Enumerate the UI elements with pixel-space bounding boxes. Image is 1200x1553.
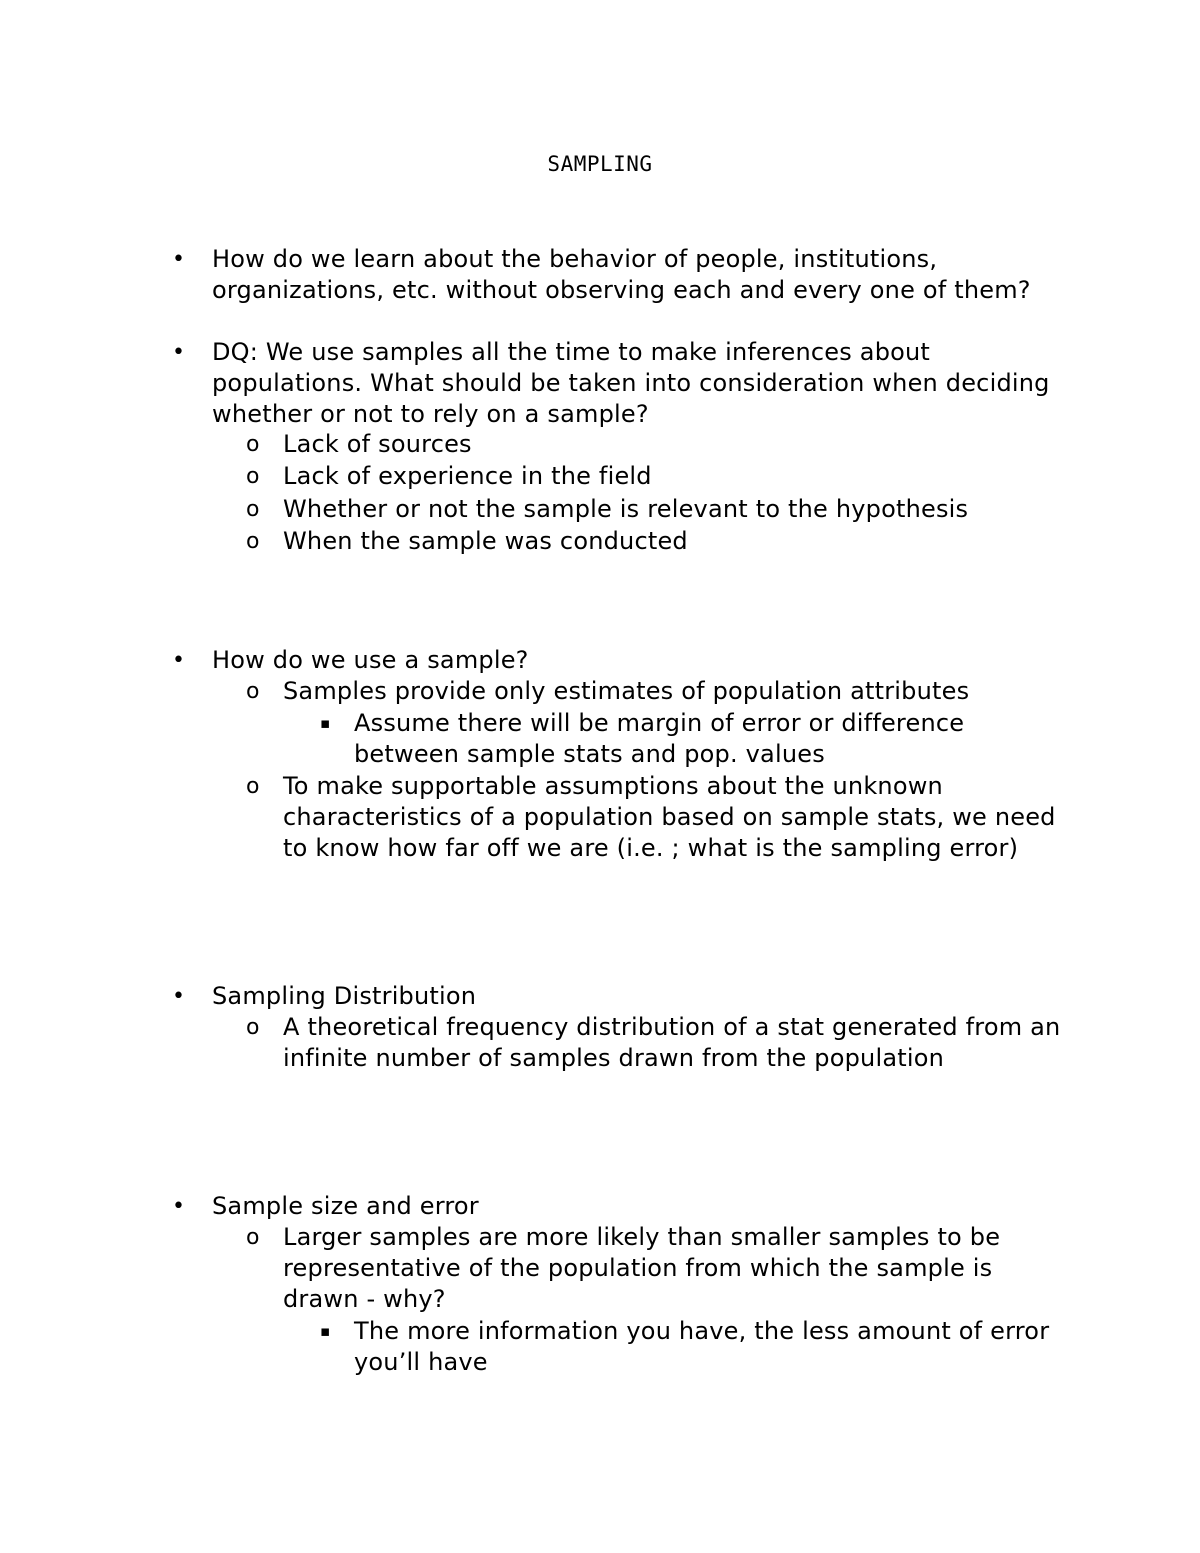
bullet-icon: • — [172, 340, 186, 365]
circle-bullet-icon: o — [246, 1225, 260, 1250]
circle-bullet-icon: o — [246, 774, 260, 799]
sub-list-item — [246, 1012, 1073, 1074]
circle-bullet-icon: o — [246, 497, 260, 522]
sub-list-item — [246, 676, 1073, 707]
circle-bullet-icon: o — [246, 1015, 260, 1040]
list-item — [172, 337, 1052, 430]
circle-bullet-icon: o — [246, 432, 260, 457]
bullet-icon: • — [172, 1194, 186, 1219]
list-item-text: DQ: We use samples all the time to make inferences about populations. What should be taken into consideration when deciding whether or not to rely on a sample? — [212, 338, 1050, 428]
list-item — [172, 981, 1052, 1012]
list-item-text: How do we learn about the behavior of people, institutions, organizations, etc. without observing each and every one of them? — [212, 245, 1031, 304]
sub-list-item-text: Lack of experience in the field — [283, 462, 652, 490]
list-item-text: Sample size and error — [212, 1192, 479, 1220]
bullet-icon: • — [172, 247, 186, 272]
sub-sub-list-item-text: The more information you have, the less amount of error you’ll have — [354, 1317, 1050, 1376]
bullet-icon: • — [172, 984, 186, 1009]
sub-list-item-text: To make supportable assumptions about the unknown characteristics of a population based on sample stats, we need to know how far off we are (i.e. ; what is the sampling error) — [283, 772, 1056, 862]
list-item — [172, 645, 1052, 676]
sub-list-item-text: When the sample was conducted — [283, 527, 688, 555]
sub-list-item — [246, 526, 1073, 557]
square-bullet-icon: ▪ — [320, 1322, 331, 1340]
sub-sub-list-item-text: Assume there will be margin of error or difference between sample stats and pop. values — [354, 709, 965, 768]
circle-bullet-icon: o — [246, 529, 260, 554]
list-item — [172, 1191, 1052, 1222]
sub-list-item — [246, 771, 1073, 864]
sub-list-item — [246, 461, 1073, 492]
sub-sub-list-item — [320, 1316, 1074, 1378]
circle-bullet-icon: o — [246, 679, 260, 704]
circle-bullet-icon: o — [246, 464, 260, 489]
sub-list-item-text: Larger samples are more likely than smaller samples to be representative of the population from which the sample is drawn - why? — [283, 1223, 1001, 1313]
sub-list-item — [246, 1222, 1073, 1315]
list-item — [172, 244, 1052, 306]
sub-list-item-text: Samples provide only estimates of population attributes — [283, 677, 970, 705]
page-title: SAMPLING — [547, 152, 653, 176]
list-item-text: Sampling Distribution — [212, 982, 477, 1010]
sub-sub-list-item — [320, 708, 1074, 770]
sub-list-item-text: Lack of sources — [283, 430, 472, 458]
square-bullet-icon: ▪ — [320, 714, 331, 732]
bullet-icon: • — [172, 648, 186, 673]
sub-list-item — [246, 494, 1073, 525]
sub-list-item-text: A theoretical frequency distribution of a stat generated from an infinite number of samples drawn from the population — [283, 1013, 1061, 1072]
sub-list-item — [246, 429, 1073, 460]
sub-list-item-text: Whether or not the sample is relevant to the hypothesis — [283, 495, 969, 523]
list-item-text: How do we use a sample? — [212, 646, 529, 674]
